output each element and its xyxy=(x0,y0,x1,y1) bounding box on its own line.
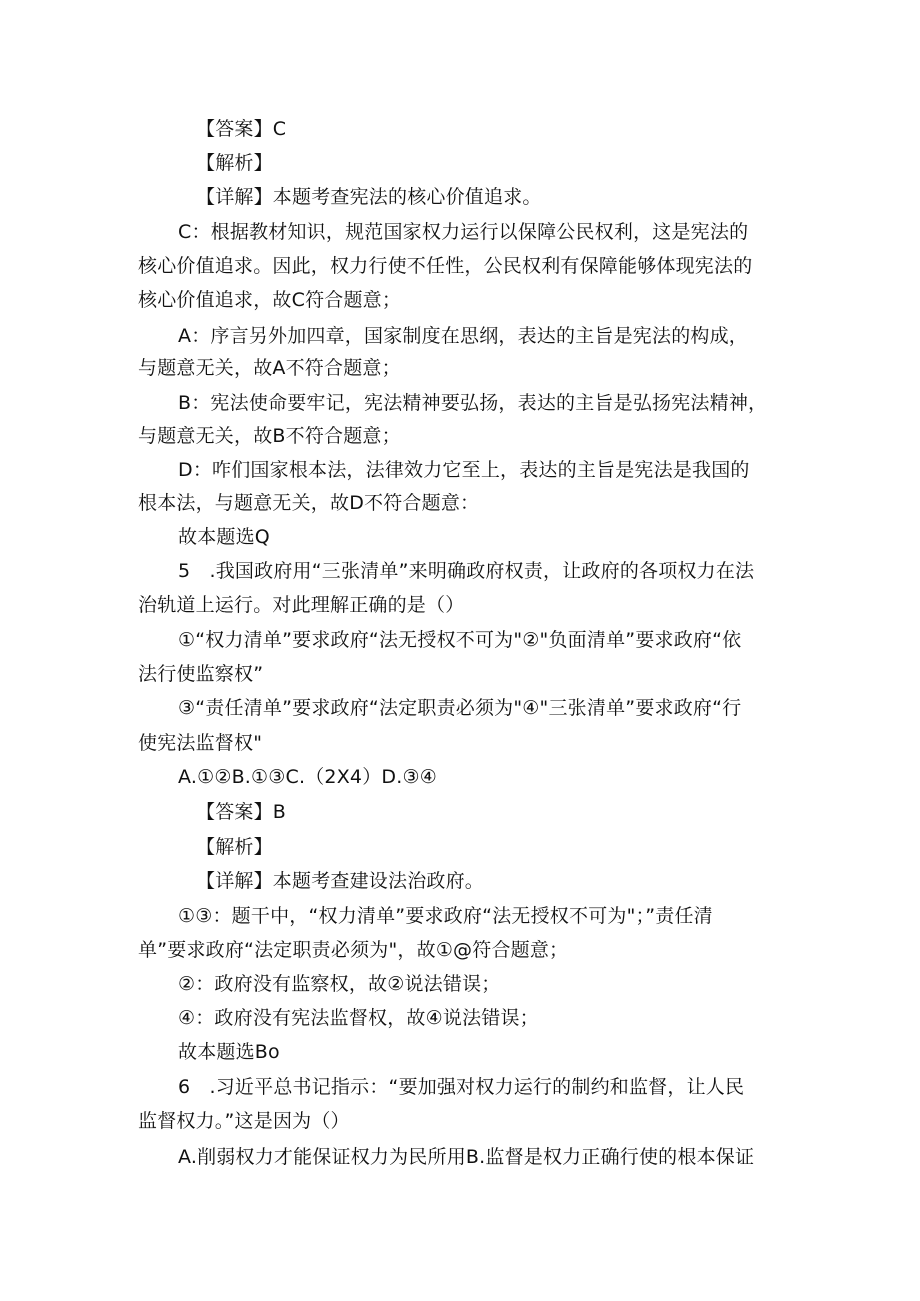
analysis-label-q4: 【解析】 xyxy=(196,152,273,174)
question-5-options: A.①②B.①③C.（2X4）D.③④ xyxy=(178,766,437,788)
paragraph-line: 核心价值追求。因此，权力行使不任性，公民权利有保障能够体现宪法的 xyxy=(138,255,753,277)
paragraph-line: ①③：题干中，“权力清单”要求政府“法无授权不可为"；”责任清 xyxy=(178,905,713,927)
paragraph-line: D：咋们国家根本法，法律效力它至上，表达的主旨是宪法是我国的 xyxy=(178,459,750,481)
conclusion-line-q5: 故本题选Bo xyxy=(178,1041,280,1063)
question-5-statement: ①“权力清单”要求政府“法无授权不可为"②"负面清单”要求政府“依 xyxy=(178,629,742,651)
paragraph-line: ②：政府没有监察权，故②说法错误； xyxy=(178,973,501,995)
paragraph-line: 与题意无关，故A不符合题意； xyxy=(138,357,401,379)
detail-label-q5: 【详解】本题考查建设法治政府。 xyxy=(196,870,485,892)
paragraph-line: B：宪法使命要牢记，宪法精神要弘扬，表达的主旨是弘扬宪法精神， xyxy=(178,392,768,414)
paragraph-line: 核心价值追求，故C符合题意； xyxy=(138,289,402,311)
answer-label-q4: 【答案】C xyxy=(196,118,287,140)
paragraph-line: ④：政府没有宪法监督权，故④说法错误； xyxy=(178,1007,539,1029)
question-5-stem: 治轨道上运行。对此理解正确的是（） xyxy=(138,594,465,616)
paragraph-line: A：序言另外加四章，国家制度在思纲，表达的主旨是宪法的构成， xyxy=(178,325,748,347)
answer-label-q5: 【答案】B xyxy=(196,801,287,823)
paragraph-line: 与题意无关，故B不符合题意； xyxy=(138,425,401,447)
question-6-stem: 监督权力。”这是因为（） xyxy=(138,1110,350,1132)
question-5-statement: 使宪法监督权" xyxy=(138,732,263,754)
analysis-label-q5: 【解析】 xyxy=(196,836,273,858)
question-5-statement: 法行使监察权” xyxy=(138,663,264,685)
conclusion-line-q4: 故本题选Q xyxy=(178,526,270,548)
question-6-stem: 6 .习近平总书记指示：“要加强对权力运行的制约和监督，让人民 xyxy=(178,1076,745,1098)
paragraph-line: C：根据教材知识，规范国家权力运行以保障公民权利，这是宪法的 xyxy=(178,221,749,243)
question-6-options: A.削弱权力才能保证权力为民所用B.监督是权力正确行使的根本保证 xyxy=(178,1146,755,1168)
question-5-statement: ③“责任清单”要求政府“法定职责必须为"④"三张清单”要求政府“行 xyxy=(178,697,742,719)
detail-label-q4: 【详解】本题考查宪法的核心价值追求。 xyxy=(196,186,542,208)
paragraph-line: 根本法，与题意无关，故D不符合题意： xyxy=(138,492,480,514)
paragraph-line: 单”要求政府“法定职责必须为"，故①@符合题意； xyxy=(138,939,569,961)
question-5-stem: 5 .我国政府用“三张清单”来明确政府权责，让政府的各项权力在法 xyxy=(178,560,755,582)
